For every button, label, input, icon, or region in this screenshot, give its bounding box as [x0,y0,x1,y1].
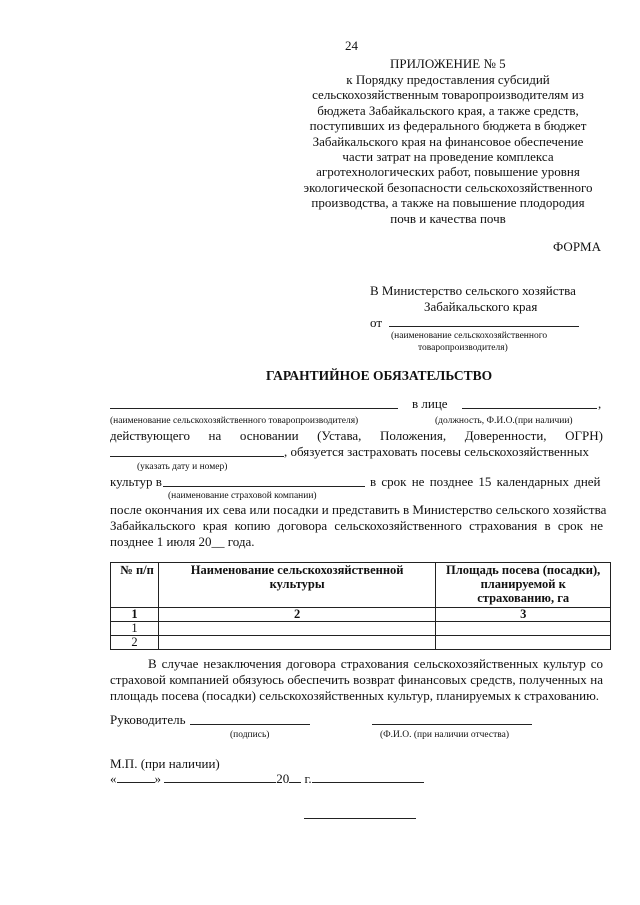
annex-line: Забайкальского края на финансовое обеспечение [312,133,584,149]
numbering-cell: 1 [111,608,159,622]
annex-line: поступивших из федерального бюджета в бюджет [309,118,587,134]
paragraph-line: позднее 1 июля 20__ года. [110,534,255,549]
day-line[interactable] [117,771,155,783]
from-input-line[interactable] [389,315,579,327]
table-row [111,622,611,636]
hint-date: (указать дату и номер) [137,462,228,472]
date-line [110,771,424,786]
annex-line: производства, а также на повышение плодородия [311,195,585,211]
from-hint-1: (наименование сельскохозяйственного [391,331,548,341]
annex-line: почв и качества почв [390,210,506,226]
from-label: от [370,315,383,330]
quote-open: « [110,771,117,786]
producer-name-line[interactable] [110,397,398,409]
year-prefix: 20 [276,771,290,786]
month-line[interactable] [164,771,276,783]
addressee-block [370,283,610,331]
term-text: в срок не позднее 15 календарных дней [370,474,601,489]
year-line[interactable] [289,771,301,783]
paragraph-line: после окончания их сева или посадки и представить в Министерство сельского хозяйства [110,502,607,517]
numbering-cell: 2 [158,608,436,622]
obligation-paragraph [110,502,607,550]
person-line[interactable] [462,397,597,409]
hint-name: (Ф.И.О. (при наличии отчества) [380,730,509,740]
table-header-row [111,563,611,608]
row-area-cell[interactable] [436,636,611,650]
obliges-text: , обязуется застраховать посевы сельскохозяйственных [284,444,589,459]
row-number: 2 [111,636,159,650]
year-suffix: г. [304,771,312,786]
annex-line: к Порядку предоставления субсидий [346,72,550,87]
table-numbering-row [111,608,611,622]
hint-insurer: (наименование страховой компании) [168,491,317,501]
annex-line: части затрат на проведение комплекса [342,149,554,165]
page-number: 24 [345,38,358,53]
acting-line [110,428,603,444]
form-label: ФОРМА [553,239,601,254]
crops-table [110,562,611,650]
annex-description [298,72,598,226]
addressee-line1: В Министерство сельского хозяйства [370,283,576,298]
hint-producer: (наименование сельскохозяйственного товаропроизводителя) [110,416,359,426]
insurer-line[interactable] [163,475,365,487]
comma: , [598,396,602,411]
annex-line: агротехнологических работ, повышение уровня [316,164,580,180]
refund-line: страховой компанией обязуюсь обеспечить возврат финансовых средств, полученных на [110,672,603,687]
stamp-label: М.П. (при наличии) [110,756,220,771]
in-person-label: в лице [412,396,448,411]
cultures-label: культур в [110,474,162,489]
row-number: 1 [111,622,159,636]
hint-position: (должность, Ф.И.О.(при наличии) [435,416,573,426]
row-culture-cell[interactable] [158,636,436,650]
paragraph-line: Забайкальского края копию договора сельскохозяйственного страхования в срок не [110,518,603,533]
addressee-line2: Забайкальского края [424,298,538,314]
closing-rule [304,818,416,819]
quote-close: » [154,771,161,786]
signature-line[interactable] [190,713,310,725]
header-area: Площадь посева (посадки), планируемой к страхованию, га [436,563,611,608]
annex-line: сельскохозяйственным товаропроизводителям из [312,87,584,103]
head-label: Руководитель [110,712,186,727]
from-hint-2: товаропроизводителя) [418,343,508,353]
annex-title: ПРИЛОЖЕНИЕ № 5 [390,56,506,71]
header-culture: Наименование сельскохозяйственной культуры [158,563,436,608]
hint-signature: (подпись) [230,730,270,740]
extra-line[interactable] [312,771,424,783]
acting-text: действующего на основании (Устава, Положения, Доверенности, ОГРН) [110,428,603,443]
refund-paragraph [110,656,603,704]
refund-line: В случае незаключения договора страхования сельскохозяйственных культур со [148,656,603,671]
document-title: ГАРАНТИЙНОЕ ОБЯЗАТЕЛЬСТВО [266,368,493,383]
basis-line[interactable] [110,445,284,457]
row-culture-cell[interactable] [158,622,436,636]
numbering-cell: 3 [436,608,611,622]
annex-line: экологической безопасности сельскохозяйственного [303,179,593,195]
table-row [111,636,611,650]
header-number: № п/п [111,563,159,608]
refund-line: площадь посева (посадки) сельскохозяйственных культур, планируемых к страхованию. [110,688,600,703]
row-area-cell[interactable] [436,622,611,636]
name-line[interactable] [372,713,532,725]
annex-line: бюджета Забайкальского края, а также средств, [317,102,579,118]
